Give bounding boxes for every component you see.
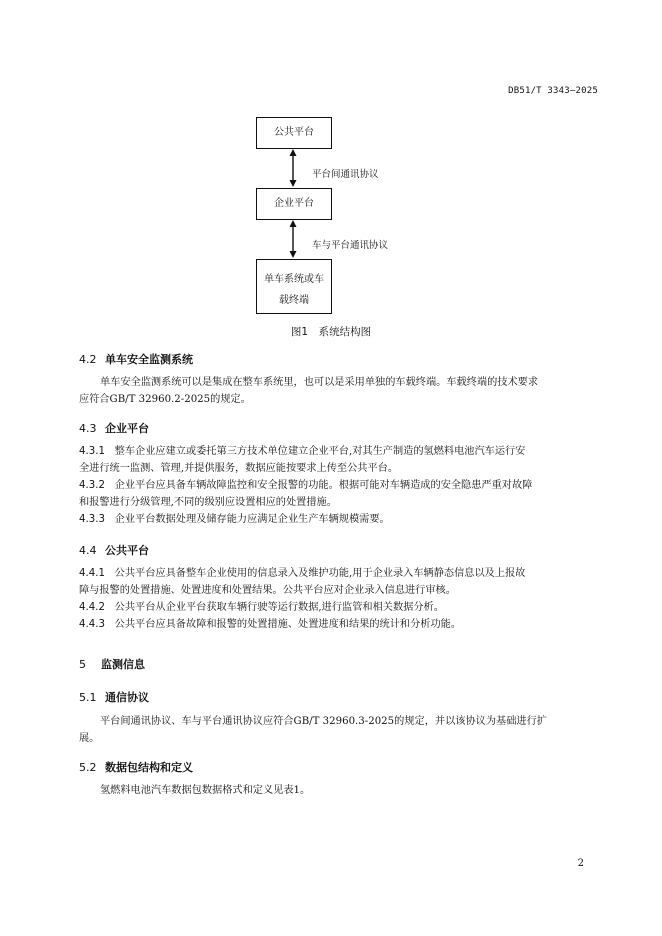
text-line: 氢燃料电池汽车数据包数据格式和定义见表1。 — [100, 785, 311, 796]
clause-number: 4.3.2 — [79, 480, 105, 491]
figure-caption: 图1 系统结构图 — [290, 326, 372, 338]
section-title: 通信协议 — [105, 691, 149, 704]
section-heading-4-3 — [79, 420, 149, 436]
clause-text: 企业平台应具备车辆故障监控和安全报警的功能。根据可能对车辆造成的安全隐患严重对故障 — [114, 480, 533, 491]
box-public-platform — [256, 117, 332, 149]
section-title: 企业平台 — [105, 422, 149, 435]
clause-4-4-2 — [79, 599, 605, 616]
section-heading-5-2 — [79, 759, 193, 775]
text-line — [79, 565, 605, 582]
clause-number: 4.4.1 — [79, 568, 105, 579]
arrow-label-platform-protocol: 平台间通讯协议 — [312, 169, 379, 180]
document-code: DB51/T 3343—2025 — [508, 86, 598, 96]
clause-4-3-1 — [79, 443, 605, 477]
section-title: 公共平台 — [105, 544, 149, 557]
text-line — [79, 599, 605, 616]
clause-number: 4.4.3 — [79, 619, 105, 630]
clause-text: 企业平台数据处理及储存能力应满足企业生产车辆规模需要。 — [114, 514, 390, 525]
text-line — [79, 616, 605, 633]
text-line — [79, 443, 605, 460]
box-enterprise-platform-label: 企业平台 — [274, 198, 314, 209]
section-title: 单车安全监测系统 — [105, 353, 193, 366]
text-line: 平台间通讯协议、车与平台通讯协议应符合GB/T 32960.3-2025的规定，并以该协议为基础进行扩 — [100, 716, 547, 727]
section-number: 4.4 — [79, 544, 97, 557]
section-title: 监测信息 — [101, 658, 145, 671]
text-line: 展。 — [79, 733, 100, 744]
clause-text: 公共平台应具备整车企业使用的信息录入及维护功能,用于企业录入车辆静态信息以及上报故 — [114, 568, 526, 579]
section-number: 5 — [79, 658, 86, 671]
section-heading-4-4 — [79, 542, 149, 558]
clause-text: 公共平台从企业平台获取车辆行驶等运行数据,进行监管和相关数据分析。 — [114, 602, 444, 613]
text-line: 和报警进行分级管理,不同的级别应设置相应的处置措施。 — [79, 497, 337, 508]
section-heading-5 — [79, 656, 145, 672]
box-vehicle-terminal — [256, 259, 332, 314]
section-number: 5.2 — [79, 761, 97, 774]
section-number: 5.1 — [79, 691, 97, 704]
box-vehicle-terminal-line2: 载终端 — [279, 295, 309, 306]
text-line: 单车安全监测系统可以是集成在整车系统里，也可以是采用单独的车载终端。车载终端的技术要求 — [100, 377, 539, 388]
clause-number: 4.4.2 — [79, 602, 105, 613]
paragraph-5-1 — [79, 713, 605, 747]
clause-number: 4.3.3 — [79, 514, 105, 525]
text-line — [79, 511, 605, 528]
arrow-label-vehicle-protocol: 车与平台通讯协议 — [312, 240, 389, 251]
section-title: 数据包结构和定义 — [105, 761, 193, 774]
arrow-up-head-icon — [290, 149, 297, 156]
arrow-down-head-icon — [290, 180, 297, 187]
section-heading-4-2 — [79, 351, 193, 367]
text-line: 应符合GB/T 32960.2-2025的规定。 — [79, 394, 251, 405]
diagram-arrows — [284, 148, 304, 260]
box-public-platform-label: 公共平台 — [274, 127, 314, 138]
section-number: 4.3 — [79, 422, 97, 435]
clause-number: 4.3.1 — [79, 446, 105, 457]
section-number: 4.2 — [79, 353, 97, 366]
section-heading-5-1 — [79, 689, 149, 705]
arrow-up-head-icon — [290, 220, 297, 227]
clause-4-4-3 — [79, 616, 605, 633]
paragraph-4-2 — [79, 374, 605, 408]
clause-4-3-2 — [79, 477, 605, 511]
clause-text: 整车企业应建立或委托第三方技术单位建立企业平台,对其生产制造的氢燃料电池汽车运行安 — [114, 446, 526, 457]
clause-4-4-1 — [79, 565, 605, 599]
text-line: 障与报警的处置措施、处置进度和处置结果。公共平台应对企业录入信息进行审核。 — [79, 585, 456, 596]
text-line — [79, 477, 605, 494]
clause-text: 公共平台应具备故障和报警的处置措施、处置进度和结果的统计和分析功能。 — [114, 619, 462, 630]
paragraph-5-2 — [79, 782, 605, 799]
arrow-down-head-icon — [290, 251, 297, 258]
page-number: 2 — [577, 858, 584, 869]
text-line: 全进行统一监测、管理,并提供服务，数据应能按要求上传至公共平台。 — [79, 463, 399, 474]
box-vehicle-terminal-line1: 单车系统或车 — [264, 274, 324, 285]
clause-4-3-3 — [79, 511, 605, 528]
